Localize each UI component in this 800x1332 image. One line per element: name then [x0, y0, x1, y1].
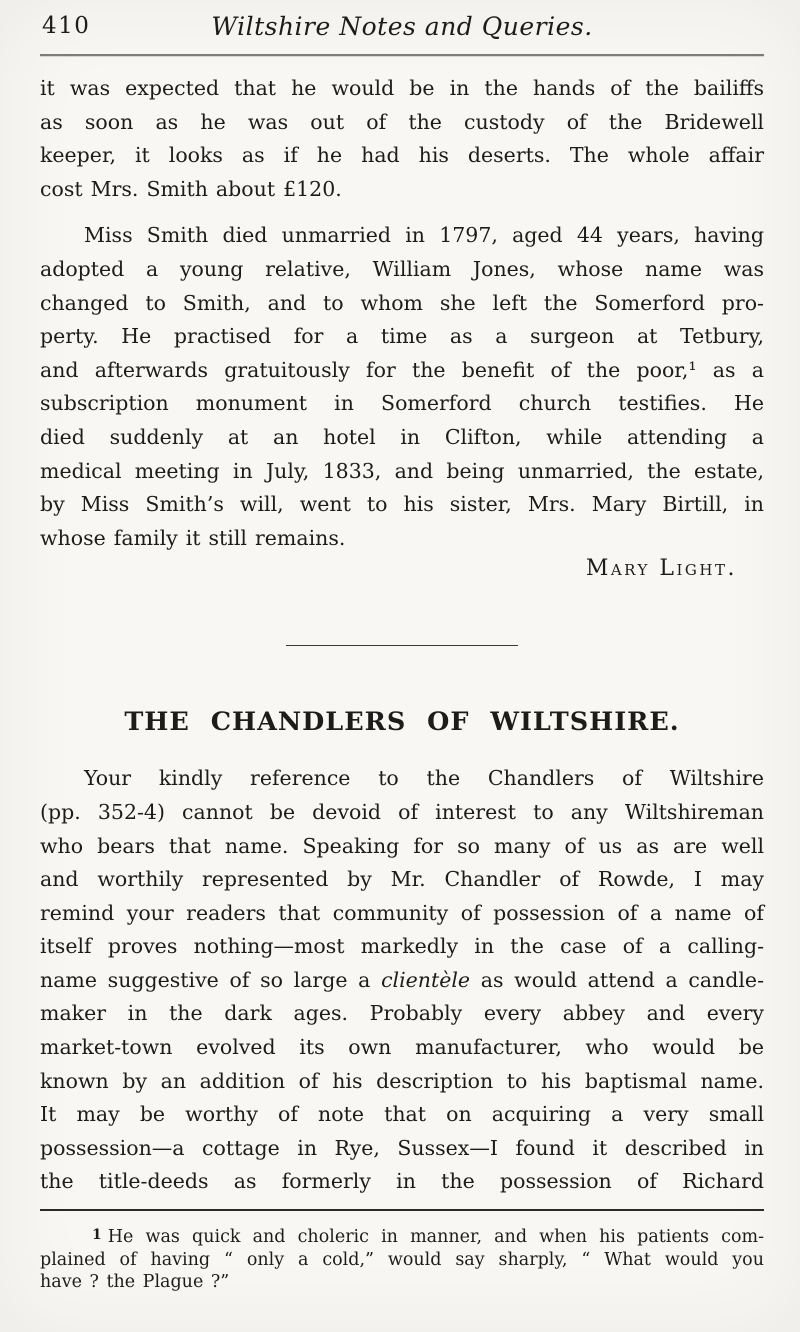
- text-line: adopted a young relative, William Jones, whose name was: [40, 256, 764, 281]
- article-heading: THE CHANDLERS OF WILTSHIRE.: [124, 707, 680, 738]
- header-rule: [40, 54, 764, 57]
- section-divider: [286, 645, 518, 646]
- text-line: known by an addition of his description to his baptismal name.: [40, 1068, 764, 1093]
- text-line: It may be worthy of note that on acquiring a very small: [40, 1102, 764, 1127]
- footnote-text: He was quick and choleric in manner, and when his patients com-: [107, 1227, 764, 1248]
- text-line: market-town evolved its own manufacturer, who would be: [40, 1035, 764, 1060]
- text-line: (pp. 352-4) cannot be devoid of interest to any Wiltshireman: [40, 799, 764, 824]
- text-line: the title-deeds as formerly in the possession of Richard: [40, 1169, 764, 1194]
- text-line: who bears that name. Speaking for so many of us as are well: [40, 833, 764, 858]
- text-line: changed to Smith, and to whom she left the Somerford pro-: [40, 290, 764, 315]
- text-line: Miss Smith died unmarried in 1797, aged 44 years, having: [84, 223, 764, 248]
- text-line: died suddenly at an hotel in Clifton, while attending a: [40, 424, 764, 449]
- text-line: maker in the dark ages. Probably every abbey and every: [40, 1001, 764, 1026]
- paragraph: [40, 762, 764, 1199]
- text-line: by Miss Smith’s will, went to his sister, Mrs. Mary Birtill, in: [40, 492, 764, 517]
- footnote-line: plained of having “ only a cold,” would say sharply, “ What would you: [40, 1249, 764, 1270]
- text-line: perty. He practised for a time as a surgeon at Tetbury,: [40, 324, 764, 349]
- paragraph-continuation: [40, 72, 764, 206]
- footnote-marker: 1: [92, 1227, 102, 1244]
- text-line: Your kindly reference to the Chandlers of Wiltshire: [84, 766, 764, 791]
- page-number: 410: [42, 13, 91, 39]
- footnote-rule: [40, 1209, 764, 1211]
- text-line: and worthily represented by Mr. Chandler of Rowde, I may: [40, 867, 764, 892]
- paragraph: [40, 219, 764, 555]
- text-line: cost Mrs. Smith about £120.: [40, 176, 342, 201]
- footnote-line: [40, 1224, 764, 1249]
- text-line: it was expected that he would be in the hands of the bailiffs: [40, 76, 764, 100]
- text-line: possession—a cottage in Rye, Sussex—I found it described in: [40, 1135, 764, 1160]
- text-line: subscription monument in Somerford church testifies. He: [40, 391, 764, 416]
- journal-title: Wiltshire Notes and Queries.: [211, 12, 593, 41]
- footnote-line: have ? the Plague ?”: [40, 1272, 230, 1293]
- text-line: medical meeting in July, 1833, and being unmarried, the estate,: [40, 458, 764, 483]
- text-line: whose family it still remains.: [40, 525, 346, 550]
- running-header: [40, 0, 764, 46]
- text-line: itself proves nothing—most markedly in the case of a calling-: [40, 934, 764, 959]
- text-segment: name suggestive of so large a: [40, 967, 382, 992]
- text-line: as soon as he was out of the custody of the Bridewell: [40, 109, 764, 134]
- text-segment: as would attend a candle-: [470, 967, 764, 992]
- italic-term: clientèle: [381, 967, 471, 992]
- text-line: remind your readers that community of possession of a name of: [40, 900, 764, 925]
- text-line: keeper, it looks as if he had his deserts. The whole affair: [40, 143, 764, 168]
- footnote: [40, 1224, 764, 1294]
- author-signature: Mary Light.: [585, 556, 737, 582]
- text-line: and afterwards gratuitously for the benefit of the poor,¹ as a: [40, 357, 764, 382]
- text-line: [40, 964, 764, 998]
